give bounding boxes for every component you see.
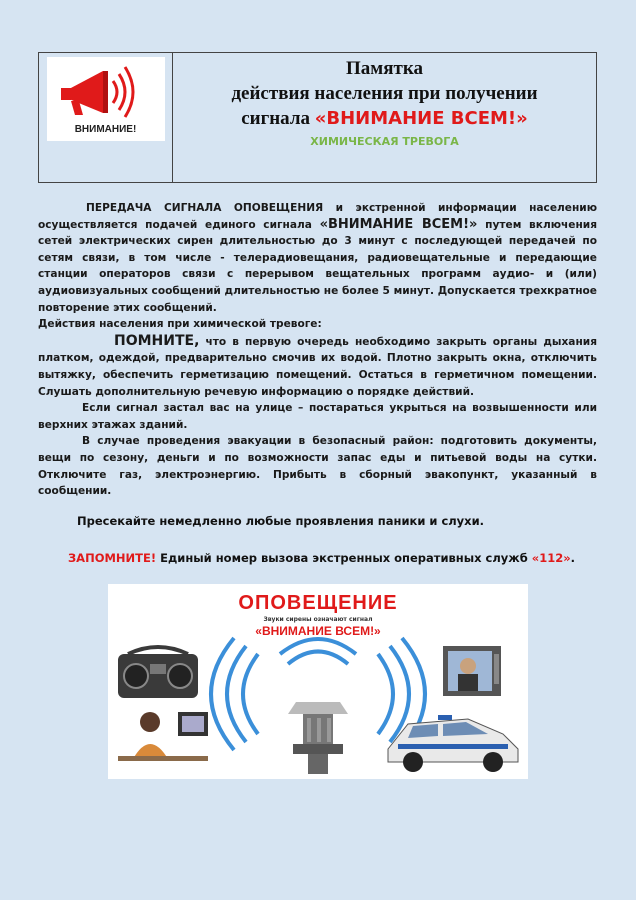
p3-lead: ПОМНИТЕ,	[114, 332, 200, 349]
emergency-end: .	[570, 551, 576, 565]
tv-icon	[443, 646, 501, 696]
subtitle: ХИМИЧЕСКАЯ ТРЕВОГА	[310, 135, 459, 148]
poster-signal: «ВНИМАНИЕ ВСЕМ!»	[255, 624, 381, 638]
body-text	[38, 200, 597, 500]
siren-icon	[288, 702, 348, 774]
title-signal: «ВНИМАНИЕ ВСЕМ!»	[314, 108, 528, 129]
operator-icon	[118, 712, 208, 761]
poster-title: ОПОВЕЩЕНИЕ	[238, 592, 398, 614]
radio-icon	[118, 647, 198, 698]
paragraph-remember	[38, 333, 597, 400]
emergency-number: «112»	[531, 551, 571, 565]
notification-poster	[108, 584, 528, 779]
p3-text: что в первую очередь необходимо закрыть органы дыхания платком, одеждой, предварительно смочив их водой. Плотно закрыть окна, отключить вытяжку, обеспечить герметизацию помещений. Остаться в герметичном помещении. Слушать дополнительную речевую информацию о порядке действий.	[38, 335, 597, 398]
panic-line: Пресекайте немедленно любые проявления паники и слухи.	[77, 514, 485, 528]
paragraph-signal	[38, 200, 597, 316]
p1-signal: «ВНИМАНИЕ ВСЕМ!»	[319, 216, 478, 232]
emergency-text: Единый номер вызова экстренных оперативных служб	[156, 551, 532, 565]
paragraph-evacuation: В случае проведения эвакуации в безопасный район: подготовить документы, вещи по сезону, деньги и по возможности запас еды и питьевой воды на сутки. Отключите газ, электроэнергию. Прибыть в сборный эвакопункт, указанный в сообщении.	[38, 435, 597, 498]
paragraph-street: Если сигнал застал вас на улице – постараться укрыться на возвышенности или верхних этажах зданий.	[38, 402, 597, 431]
logo-cell	[39, 53, 173, 182]
header-table	[38, 52, 597, 183]
title-cell	[173, 53, 596, 182]
title-line-1: Памятка	[346, 58, 423, 79]
title-prefix: сигнала	[241, 108, 315, 129]
title-line-3	[173, 106, 596, 131]
title-line-2: действия населения при получении	[231, 83, 538, 104]
paragraph-actions-heading: Действия населения при химической тревоге:	[38, 318, 322, 331]
attention-logo	[47, 57, 165, 141]
remember-label: ЗАПОМНИТЕ!	[68, 551, 157, 565]
logo-text: ВНИМАНИЕ!	[74, 124, 137, 135]
poster-subtitle: Звуки сирены означают сигнал	[263, 616, 373, 623]
p1-start: ПЕРЕДАЧА СИГНАЛА ОПОВЕЩЕНИЯ и экстренной информации населению осуществляется подачей единого сигнала	[38, 202, 597, 231]
p1-end: путем включения сетей электрических сирен длительностью до 3 минут с последующей передачей по сетям связи, в том числе - телерадиовещания, радиовещательные и передающие станции операторов связи с перерывом вещательных программ аудио- и (или) аудиовизуальных сообщений длительностью не более 5 минут. Допускается трехкратное повторение этих сообщений.	[38, 218, 598, 314]
police-car-icon	[388, 715, 518, 772]
emergency-line	[68, 551, 627, 565]
